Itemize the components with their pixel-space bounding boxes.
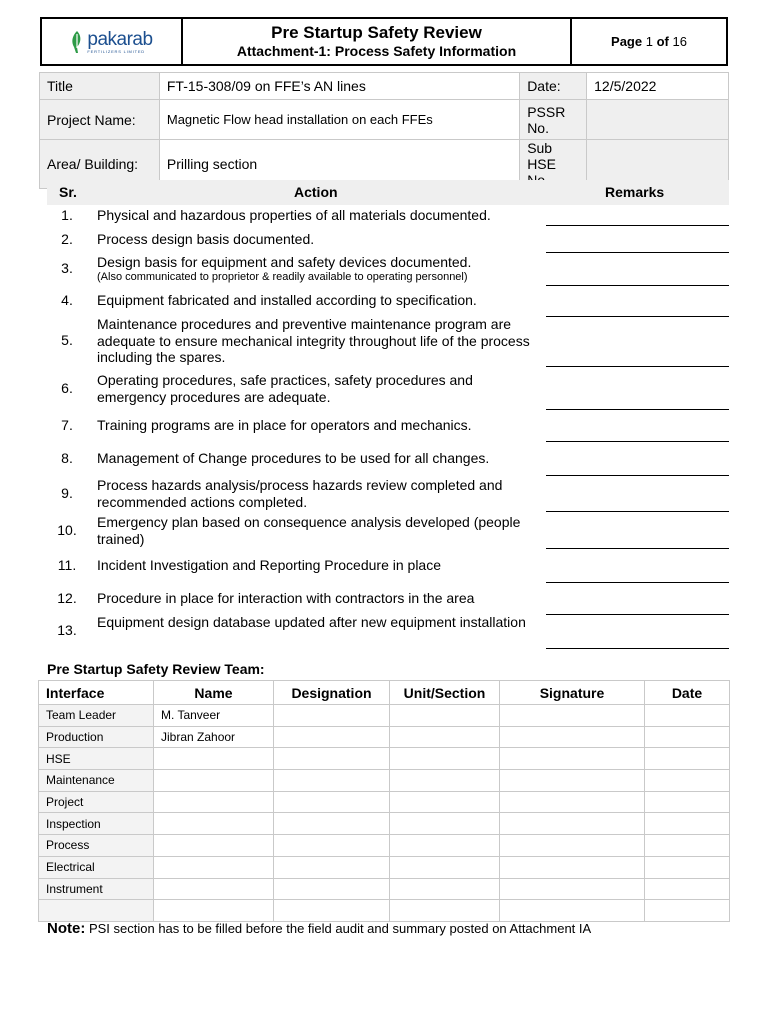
- signature-cell[interactable]: [500, 770, 645, 792]
- interface-cell: Maintenance: [39, 770, 154, 792]
- sub-hse-label: Sub HSE: [520, 140, 587, 189]
- action-note: (Also communicated to proprietor & readily available to operating personnel): [97, 270, 468, 283]
- name-cell[interactable]: [154, 900, 274, 922]
- name-cell[interactable]: [154, 748, 274, 770]
- action-text: Physical and hazardous properties of all materials documented.: [97, 207, 491, 223]
- action-sr: 1.: [61, 207, 73, 223]
- action-sr: 2.: [61, 231, 73, 247]
- date-cell[interactable]: [645, 791, 730, 813]
- date-column-header: Date: [645, 681, 730, 705]
- unit-section-column-header: Unit/Section: [390, 681, 500, 705]
- action-sr: 5.: [61, 332, 73, 348]
- date-cell[interactable]: [645, 856, 730, 878]
- action-table-header: [47, 180, 729, 205]
- action-text: Incident Investigation and Reporting Procedure in place: [97, 557, 441, 573]
- page-of: of: [656, 34, 669, 49]
- pssr-label: PSSR No.: [520, 100, 587, 140]
- project-name-value: Magnetic Flow head installation on each FFEs: [159, 100, 519, 140]
- team-row: [39, 900, 730, 922]
- project-name-label: Project Name:: [40, 100, 160, 140]
- sr-column-header: Sr.: [59, 184, 77, 200]
- unit-section-cell[interactable]: [390, 705, 500, 727]
- designation-cell[interactable]: [274, 770, 390, 792]
- logo-cell: [42, 19, 183, 64]
- remarks-line[interactable]: [546, 252, 729, 253]
- review-team-table: [38, 680, 730, 922]
- remarks-line[interactable]: [546, 225, 729, 226]
- team-row: [39, 856, 730, 878]
- date-label: Date:: [520, 73, 587, 100]
- team-row: [39, 791, 730, 813]
- name-cell[interactable]: Jibran Zahoor: [154, 726, 274, 748]
- document-title: Pre Startup Safety Review: [271, 23, 482, 42]
- action-sr: 8.: [61, 450, 73, 466]
- team-row: [39, 748, 730, 770]
- action-text: Design basis for equipment and safety devices documented.: [97, 254, 472, 270]
- team-row: [39, 813, 730, 835]
- unit-section-cell[interactable]: [390, 748, 500, 770]
- name-cell[interactable]: [154, 835, 274, 857]
- action-text: Emergency plan based on consequence analysis developed (people trained): [97, 514, 521, 547]
- team-row: [39, 705, 730, 727]
- interface-cell: Electrical: [39, 856, 154, 878]
- action-text: Operating procedures, safe practices, safety procedures and emergency procedures are adequate.: [97, 372, 473, 405]
- date-cell[interactable]: [645, 900, 730, 922]
- remarks-line[interactable]: [546, 316, 729, 317]
- team-row: [39, 726, 730, 748]
- date-cell[interactable]: [645, 878, 730, 900]
- unit-section-cell[interactable]: [390, 835, 500, 857]
- company-logo: [70, 30, 152, 54]
- leaf-icon: [70, 30, 84, 54]
- interface-cell: Project: [39, 791, 154, 813]
- action-sr: 10.: [57, 522, 77, 538]
- interface-cell: Process: [39, 835, 154, 857]
- interface-cell: HSE: [39, 748, 154, 770]
- designation-cell[interactable]: [274, 705, 390, 727]
- action-text: Process design basis documented.: [97, 231, 315, 247]
- unit-section-cell[interactable]: [390, 726, 500, 748]
- signature-cell[interactable]: [500, 856, 645, 878]
- action-sr: 7.: [61, 417, 73, 433]
- logo-subtext: FERTILIZERS LIMITED: [87, 48, 145, 54]
- date-cell[interactable]: [645, 705, 730, 727]
- action-text: Equipment design database updated after new equipment installation: [97, 614, 526, 630]
- designation-cell[interactable]: [274, 813, 390, 835]
- unit-section-cell[interactable]: [390, 900, 500, 922]
- name-cell[interactable]: [154, 791, 274, 813]
- pssr-value: [587, 100, 729, 140]
- designation-cell[interactable]: [274, 856, 390, 878]
- signature-cell[interactable]: [500, 900, 645, 922]
- action-sr: 9.: [61, 485, 73, 501]
- action-sr: 3.: [61, 260, 73, 276]
- name-cell[interactable]: [154, 878, 274, 900]
- date-cell[interactable]: [645, 835, 730, 857]
- title-label: Title: [40, 73, 160, 100]
- signature-cell[interactable]: [500, 878, 645, 900]
- name-cell[interactable]: M. Tanveer: [154, 705, 274, 727]
- date-cell[interactable]: [645, 770, 730, 792]
- logo-wordmark: pakarab: [87, 28, 153, 50]
- team-row: [39, 878, 730, 900]
- name-cell[interactable]: [154, 770, 274, 792]
- unit-section-cell[interactable]: [390, 813, 500, 835]
- designation-cell[interactable]: [274, 900, 390, 922]
- page-number: [572, 19, 726, 64]
- designation-cell[interactable]: [274, 878, 390, 900]
- name-cell[interactable]: [154, 813, 274, 835]
- action-sr: 4.: [61, 292, 73, 308]
- interface-cell: Inspection: [39, 813, 154, 835]
- remarks-line[interactable]: [546, 366, 729, 367]
- designation-cell[interactable]: [274, 748, 390, 770]
- area-building-label: Area/ Building:: [40, 140, 160, 189]
- action-text: Procedure in place for interaction with contractors in the area: [97, 590, 475, 606]
- unit-section-cell[interactable]: [390, 878, 500, 900]
- name-cell[interactable]: [154, 856, 274, 878]
- designation-cell[interactable]: [274, 791, 390, 813]
- action-sr: 6.: [61, 380, 73, 396]
- action-text: Process hazards analysis/process hazards review completed and recommended actions completed.: [97, 477, 503, 510]
- date-value: 12/5/2022: [587, 73, 729, 100]
- project-info-table: [39, 72, 729, 189]
- remarks-line[interactable]: [546, 548, 729, 549]
- footer-note: [47, 920, 591, 937]
- signature-cell[interactable]: [500, 748, 645, 770]
- title-cell: [183, 19, 572, 64]
- title-value: FT-15-308/09 on FFE’s AN lines: [159, 73, 519, 100]
- team-row: [39, 835, 730, 857]
- remarks-line[interactable]: [546, 614, 729, 615]
- interface-cell: Production: [39, 726, 154, 748]
- action-text: Maintenance procedures and preventive maintenance program are adequate to ensure mechanical integrity throughout life of the process including the spares.: [97, 316, 530, 365]
- date-cell[interactable]: [645, 726, 730, 748]
- action-text: Management of Change procedures to be used for all changes.: [97, 450, 490, 466]
- interface-cell: [39, 900, 154, 922]
- remarks-line[interactable]: [546, 475, 729, 476]
- note-text: PSI section has to be filled before the field audit and summary posted on Attachment IA: [88, 921, 592, 936]
- remarks-line[interactable]: [546, 511, 729, 512]
- signature-cell[interactable]: [500, 705, 645, 727]
- note-label: Note:: [47, 920, 86, 937]
- action-sr: 12.: [57, 590, 77, 606]
- interface-column-header: Interface: [39, 681, 154, 705]
- area-building-value: Prilling section: [159, 140, 519, 189]
- remarks-line[interactable]: [546, 285, 729, 286]
- designation-cell[interactable]: [274, 726, 390, 748]
- page-current: 1: [645, 34, 653, 49]
- team-section-title: Pre Startup Safety Review Team:: [47, 661, 265, 677]
- date-cell[interactable]: [645, 748, 730, 770]
- page-total: 16: [672, 34, 687, 49]
- team-row: [39, 770, 730, 792]
- name-column-header: Name: [154, 681, 274, 705]
- signature-cell[interactable]: [500, 726, 645, 748]
- signature-cell[interactable]: [500, 835, 645, 857]
- action-sr: 13.: [57, 622, 77, 638]
- remarks-column-header: Remarks: [605, 184, 665, 200]
- signature-cell[interactable]: [500, 791, 645, 813]
- signature-column-header: Signature: [500, 681, 645, 705]
- interface-cell: Instrument: [39, 878, 154, 900]
- remarks-line[interactable]: [546, 409, 729, 410]
- remarks-line[interactable]: [546, 441, 729, 442]
- document-header: [40, 17, 728, 66]
- unit-section-cell[interactable]: [390, 770, 500, 792]
- interface-cell: Team Leader: [39, 705, 154, 727]
- action-column-header: Action: [294, 184, 338, 200]
- action-sr: 11.: [57, 557, 77, 573]
- designation-cell[interactable]: [274, 835, 390, 857]
- designation-column-header: Designation: [274, 681, 390, 705]
- signature-cell[interactable]: [500, 813, 645, 835]
- remarks-line[interactable]: [546, 582, 729, 583]
- action-text: Training programs are in place for operators and mechanics.: [97, 417, 472, 433]
- unit-section-cell[interactable]: [390, 856, 500, 878]
- date-cell[interactable]: [645, 813, 730, 835]
- remarks-line[interactable]: [546, 648, 729, 649]
- action-text: Equipment fabricated and installed according to specification.: [97, 292, 477, 308]
- page-label: Page: [611, 34, 643, 49]
- document-subtitle: Attachment-1: Process Safety Information: [236, 43, 517, 59]
- unit-section-cell[interactable]: [390, 791, 500, 813]
